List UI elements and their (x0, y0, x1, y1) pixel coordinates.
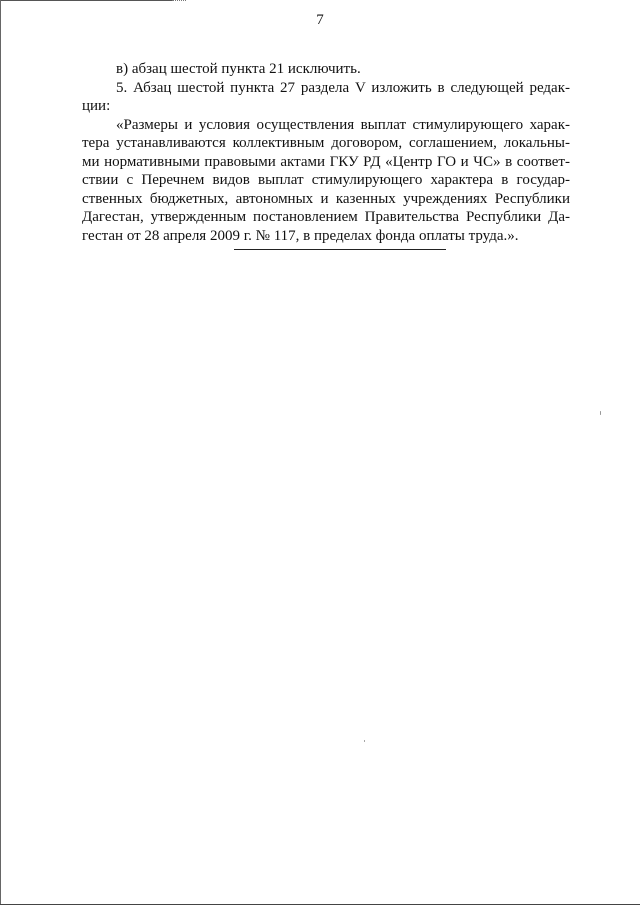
paragraph-line: «Размеры и условия осуществления выплат стимулирующего харак- (116, 116, 570, 133)
paragraph-line: Дагестан, утвержденным постановлением Правительства Республики Да- (82, 209, 570, 225)
paragraph-line: гестан от 28 апреля 2009 г. № 117, в пределах фонда оплаты труда.». (82, 227, 519, 244)
paragraph-line: ми нормативными правовыми актами ГКУ РД «Центр ГО и ЧС» в соответ- (82, 153, 570, 170)
paragraph-line: ственных бюджетных, автономных и казенных учреждениях Республики (82, 190, 570, 207)
scan-edge-top-dots (172, 0, 186, 2)
paragraph-line: 5. Абзац шестой пункта 27 раздела V изложить в следующей редак- (116, 79, 570, 96)
scan-speck (364, 740, 365, 742)
scan-edge-top (0, 0, 172, 1)
paragraph-line: в) абзац шестой пункта 21 исключить. (116, 61, 361, 77)
paragraph-line: ции: (82, 98, 111, 114)
scan-edge-left (0, 0, 1, 905)
document-body (82, 60, 570, 245)
paragraph-line: ствии с Перечнем видов выплат стимулирующего характера в государ- (82, 172, 570, 188)
end-of-text-rule (234, 249, 446, 250)
page-number: 7 (316, 12, 324, 28)
paragraph-line: тера устанавливаются коллективным договором, соглашением, локальны- (82, 135, 570, 151)
scan-speck (600, 411, 601, 415)
